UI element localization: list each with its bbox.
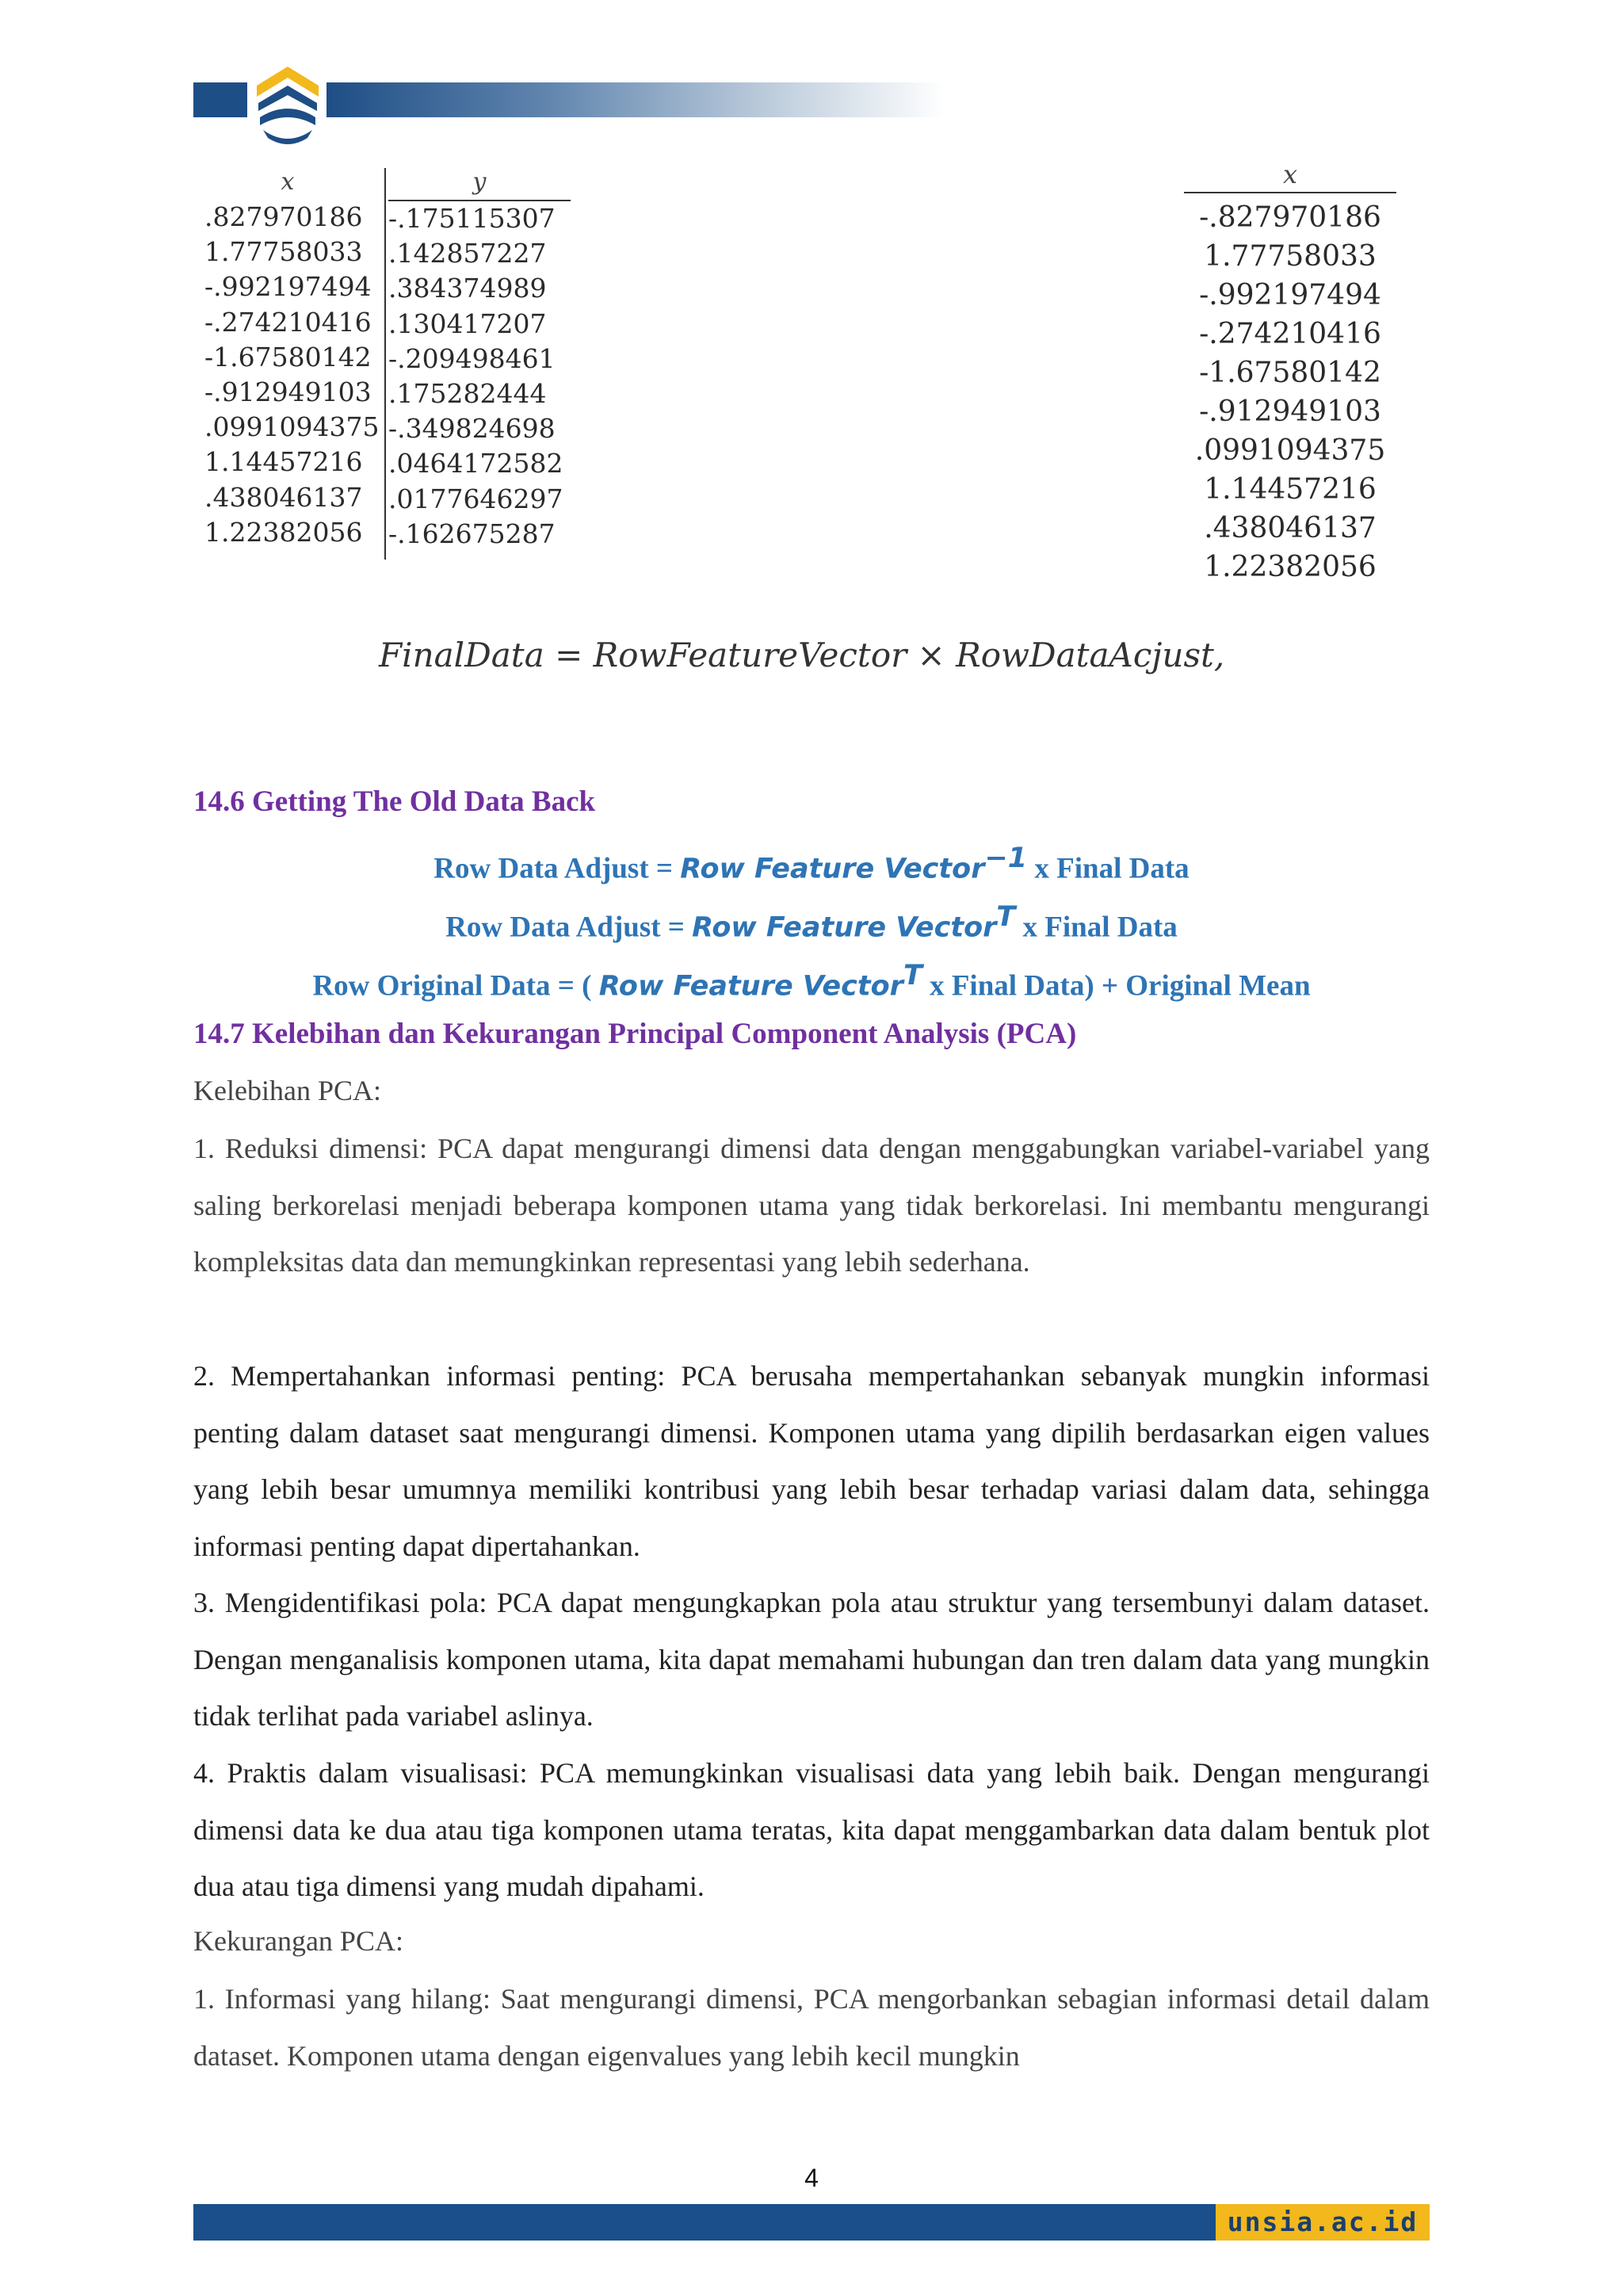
header-bar-left [193,82,247,117]
table-cell: .0991094375 [1194,434,1386,467]
equation-superscript: −1 [984,842,1028,874]
advantage-item-1: 1. Reduksi dimensi: PCA dapat mengurangi dimensi data dengan menggabungkan variabel-variabel yang saling berkorelasi menjadi beberapa komponen utama yang tidak berkorelasi. Ini membantu mengurangi kompleksitas data dan memungkinkan representasi yang lebih sederhana. [193,1133,1430,1278]
footer-bar [193,2204,1216,2241]
table-cell: 1.14457216 [204,446,363,478]
table-rule [1184,192,1396,193]
table-cell: -.209498461 [388,342,556,374]
table-cell: 1.77758033 [1204,240,1377,273]
table-cell: -.827970186 [1199,201,1381,234]
advantage-item-3: 3. Mengidentifikasi pola: PCA dapat mengungkapkan pola atau struktur yang tersembunyi dalam dataset. Dengan menganalisis komponen utama, kita dapat memahami hubungan dan tren dalam data yang mungkin tidak terlihat pada variabel aslinya. [193,1587,1430,1733]
equation-transpose [193,901,1430,944]
equation-superscript: T [903,960,922,991]
unsia-logo-icon [252,62,323,149]
table-cell: -.992197494 [204,271,372,303]
equation-text: x Final Data [1027,852,1190,885]
equation-text: Row Data Adjust = [433,852,681,885]
disadvantage-item-1: 1. Informasi yang hilang: Saat mengurangi dimensi, PCA mengorbankan sebagian informasi detail dalam dataset. Komponen utama dengan eigenvalues yang lebih kecil mungkin [193,1983,1430,2072]
table-cell: -.175115307 [388,203,556,234]
advantage-item-4: 4. Praktis dalam visualisasi: PCA memungkinkan visualisasi data yang lebih baik. Dengan mengurangi dimensi data ke dua atau tiga komponen utama teratas, kita dapat menggambarkan data dalam bentuk plot dua atau tiga dimensi yang mudah dipahami. [193,1757,1430,1903]
equation-math: Row Feature Vector [692,911,997,944]
data-table-x [1184,159,1396,586]
table-cell: .0991094375 [204,411,380,443]
table-column-y [388,168,563,552]
page-number: 4 [804,2164,819,2192]
column-header-x: x [281,168,295,196]
table-cell: .384374989 [388,273,547,304]
section-heading-14-6: 14.6 Getting The Old Data Back [193,785,596,818]
advantage-item-2: 2. Mempertahankan informasi penting: PCA berusaha mempertahankan sebanyak mungkin informasi penting dalam dataset saat mengurangi dimensi. Komponen utama yang dipilih berdasarkan eigen values yang lebih besar umumnya memiliki kontribusi yang lebih besar terhadap variasi dalam data, sehingga informasi penting dapat dipertahankan. [193,1360,1430,1562]
equation-original-data [193,960,1430,1003]
equation-text: x Final Data [1015,911,1178,944]
table-cell: 1.22382056 [1204,551,1377,583]
section-heading-14-7: 14.7 Kelebihan dan Kekurangan Principal Component Analysis (PCA) [193,1018,1077,1050]
equation-text: Row Original Data = ( [312,969,599,1003]
table-cell: .0177646297 [388,483,563,514]
table-cell: -.162675287 [388,518,556,549]
table-cell: -.349824698 [388,413,556,445]
table-cell: 1.14457216 [1204,473,1377,506]
table-cell: .827970186 [204,201,363,232]
table-cell: .175282444 [388,377,547,409]
table-cell: -.912949103 [204,376,372,407]
footer-site-label: unsia.ac.id [1216,2204,1430,2241]
kelebihan-label: Kelebihan PCA: [193,1075,381,1106]
table-column-x [204,168,380,550]
table-cell: -.912949103 [1199,395,1381,428]
column-header-y: y [388,168,571,201]
table-cell: .142857227 [388,238,547,269]
table-cell: 1.77758033 [204,236,363,268]
table-cell: 1.22382056 [204,516,363,548]
table-cell: -1.67580142 [1199,357,1381,389]
table-divider-vertical [384,168,386,560]
table-cell: .438046137 [204,481,363,513]
table-cell: .130417207 [388,308,547,339]
equation-superscript: T [996,901,1016,933]
table-cell: -.992197494 [1199,279,1381,311]
equation-math: Row Feature Vector [680,853,985,885]
table-cell: .438046137 [1204,512,1377,544]
equation-inverse [193,842,1430,885]
equation-text: x Final Data) + Original Mean [922,969,1311,1003]
equation-math: Row Feature Vector [598,970,903,1003]
table-cell: -.274210416 [204,306,372,338]
table-cell: .0464172582 [388,448,563,479]
column-header-x: x [1282,159,1298,189]
final-data-formula: FinalData = RowFeatureVector × RowDataAcjust, [379,636,1225,674]
equation-text: Row Data Adjust = [445,911,693,944]
header-bar-gradient [327,82,945,117]
table-cell: -.274210416 [1199,318,1381,350]
kekurangan-label: Kekurangan PCA: [193,1925,403,1957]
table-cell: -1.67580142 [204,341,372,372]
